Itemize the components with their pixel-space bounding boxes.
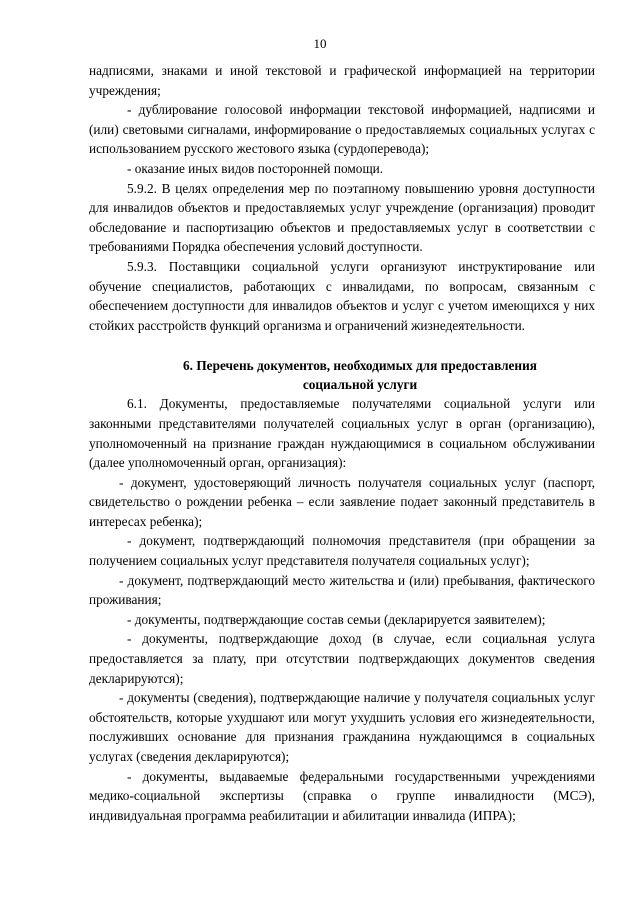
paragraph: 6.1. Документы, предоставляемые получателями социальной услуги или законными представителями получателей социальных услуг в орган (организацию), уполномоченный на признание граждан нуждающимися в социальном обслуживании (далее уполномоченный орган, организация):	[89, 396, 595, 471]
section-title-line: социальной услуги	[302, 377, 418, 393]
list-item: - оказание иных видов посторонней помощи.	[127, 160, 384, 176]
list-item: - документ, подтверждающий полномочия представителя (при обращении за получением социальных услуг представителя получателя социальных услуг);	[89, 533, 595, 569]
paragraph: надписями, знаками и иной текстовой и графической информацией на территории учреждения;	[89, 63, 595, 98]
paragraph: 5.9.2. В целях определения мер по поэтапному повышению уровня доступности для инвалидов объектов и предоставляемых услуг учреждение (организация) проводит обследование и паспортизацию объектов и предоставляемых услуг в соответствии с требованиями Порядка обеспечения условий доступности.	[89, 180, 595, 255]
list-item: - документы, выдаваемые федеральными государственными учреждениями медико-социальной экспертизы (справка о группе инвалидности (МСЭ), индивидуальная программа реабилитации и абилитации инвалида (ИПРА);	[89, 768, 595, 823]
list-item: - документы (сведения), подтверждающие наличие у получателя социальных услуг обстоятельств, которые ухудшают или могут ухудшить условия его жизнедеятельности, послуживших основание для признания гражданина нуждающимся в социальных услугах (сведения декларируются);	[89, 690, 595, 764]
list-item: - документы, подтверждающие состав семьи (декларируется заявителем);	[127, 611, 546, 627]
list-item: - документ, удостоверяющий личность получателя социальных услуг (паспорт, свидетельство о рождении ребенка – если заявление подает законный представитель в интересах ребенка);	[89, 474, 595, 529]
list-item: - документы, подтверждающие доход (в случае, если социальная услуга предоставляется за плату, при отсутствии подтверждающих документов сведения декларируются);	[89, 631, 595, 686]
document-body	[89, 61, 595, 825]
list-item: - документ, подтверждающий место жительства и (или) пребывания, фактического проживания;	[89, 572, 595, 608]
section-title	[89, 356, 595, 394]
paragraph: 5.9.3. Поставщики социальной услуги организуют инструктирование или обучение специалистов, работающих с инвалидами, по вопросам, связанным с обеспечением доступности для инвалидов объектов и услуг с учетом имеющихся у них стойких расстройств функций организма и ограничений жизнедеятельности.	[89, 258, 595, 333]
section-title-line: 6. Перечень документов, необходимых для предоставления	[183, 358, 537, 374]
list-item: - дублирование голосовой информации текстовой информацией, надписями и (или) световыми сигналами, информирование о предоставляемых социальных услугах с использованием русского жестового языка (сурдоперевода);	[89, 102, 595, 157]
page-number: 10	[313, 36, 327, 51]
